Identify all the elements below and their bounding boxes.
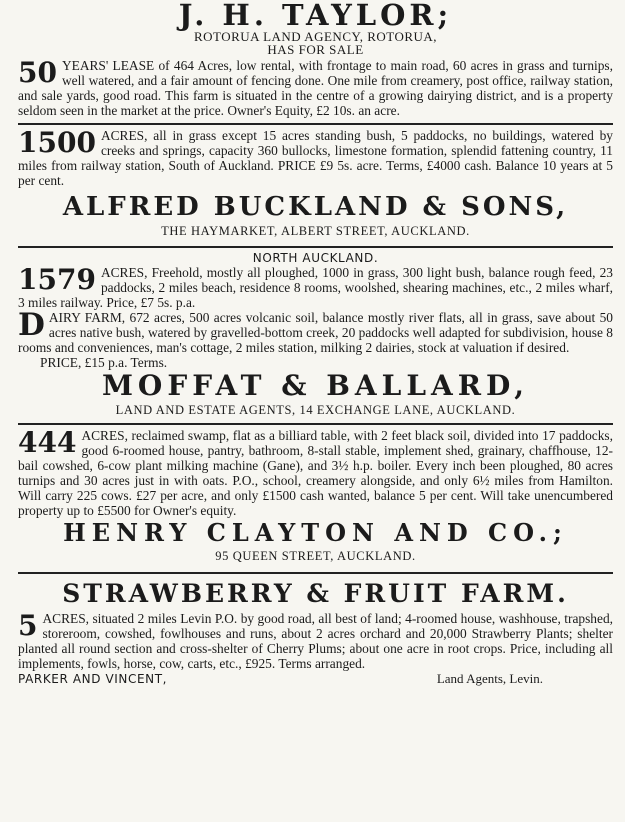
taylor-agency: ROTORUA LAND AGENCY, ROTORUA, <box>193 29 438 44</box>
clayton-advertisement <box>18 428 613 564</box>
taylor-name: J. H. TAYLOR; <box>178 0 453 32</box>
taylor-lot-1 <box>18 58 613 118</box>
parker-headline: STRAWBERRY & FRUIT FARM. <box>62 579 569 608</box>
buckland-address: THE HAYMARKET, ALBERT STREET, AUCKLAND. <box>161 224 470 238</box>
parker-name: PARKER AND VINCENT, <box>18 672 168 686</box>
moffat-lot-2-price: PRICE, £15 p.a. Terms. <box>40 355 168 370</box>
taylor-for-sale: HAS FOR SALE <box>267 42 364 57</box>
parker-lot <box>18 611 613 671</box>
buckland-advertisement <box>18 191 613 239</box>
moffat-lot-2 <box>18 307 613 355</box>
moffat-lot-2-dropcap: D <box>18 307 45 343</box>
moffat-address: LAND AND ESTATE AGENTS, 14 EXCHANGE LANE, AUCKLAND. <box>115 403 516 417</box>
clayton-lot <box>18 428 613 518</box>
taylor-lot-1-text: YEARS' LEASE of 464 Acres, low rental, with frontage to main road, 60 acres in grass and turnips, well watered, and a fair amount of fencing done. One mile from creamery, post office, railway station, and sale yards, good road. This farm is situated in the centre of a growing dairying district, and is a property seldom seen in the market at the price. Owner's Equity, £2 10s. an acre. <box>18 58 613 118</box>
moffat-advertisement <box>18 251 613 418</box>
parker-advertisement <box>18 577 613 687</box>
moffat-lot-1 <box>18 265 613 310</box>
divider <box>18 423 613 425</box>
moffat-lot-2-text: AIRY FARM, 672 acres, 500 acres volcanic soil, balance mostly river flats, all in grass, save about 50 acres native bush, watered by gravelled-bottom creek, 20 paddocks well adapted for subdivision, house 8 rooms and conveniences, man's cottage, 2 miles station, milking 2 dairies, stock at valuation if desired. <box>18 310 613 355</box>
divider <box>18 572 613 574</box>
divider <box>18 123 613 125</box>
clayton-address: 95 QUEEN STREET, AUCKLAND. <box>215 549 416 563</box>
taylor-lot-2-text: ACRES, all in grass except 15 acres standing bush, 5 paddocks, no buildings, watered by creeks and springs, capacity 360 bullocks, limestone formation, splendid fattening country, 11 miles from railway station, South of Auckland. PRICE £9 5s. acre. Terms, £4000 cash. Balance 10 years at 5 per cent. <box>18 128 613 188</box>
taylor-lot-1-number: 50 <box>18 56 57 89</box>
clayton-name: HENRY CLAYTON AND CO.; <box>63 518 568 547</box>
parker-signature <box>18 671 613 687</box>
moffat-lot-1-number: 1579 <box>18 263 96 296</box>
taylor-lot-2 <box>18 128 613 188</box>
divider <box>18 246 613 248</box>
moffat-name: MOFFAT & BALLARD, <box>101 369 530 402</box>
parker-lot-number: 5 <box>18 609 38 642</box>
clayton-lot-text: ACRES, reclaimed swamp, flat as a billiard table, with 2 feet black soil, divided into 17 paddocks, good 6-roomed house, pantry, bathroom, 8-stall stable, implement shed, grainary, chaffhouse, 12-bail cowshed, 6-cow plant milking machine (Gane), and 3½ h.p. boiler. Every inch been ploughed, 80 acres turnips and 30 acres just in with oats. P.O., school, creamery alongside, and only 6½ miles from Hamilton. Will carry 225 cows. £27 per acre, and only £1500 cash wanted, balance 5 per cent. Will take unencumbered property up to £5500 for Owner's equity. <box>18 428 613 518</box>
buckland-name: ALFRED BUCKLAND & SONS, <box>62 192 569 222</box>
moffat-heading: NORTH AUCKLAND. <box>252 251 379 265</box>
parker-agents: Land Agents, Levin. <box>436 671 543 686</box>
taylor-advertisement <box>18 0 613 188</box>
parker-lot-text: ACRES, situated 2 miles Levin P.O. by good road, all best of land; 4-roomed house, washhouse, trapshed, storeroom, cowshed, fowlhouses and runs, about 2 acres orchard and 20,000 Strawberry Plants; shelter planted all round section and cross-shelter of Cherry Plums; about one acre in root crops. Price, including all implements, fowls, horse, cow, carts, etc., £925. Terms arranged. <box>18 611 613 671</box>
taylor-lot-2-number: 1500 <box>18 126 96 159</box>
clayton-lot-number: 444 <box>18 426 77 459</box>
moffat-lot-1-text: ACRES, Freehold, mostly all ploughed, 1000 in grass, 300 light bush, balance rough feed, 23 paddocks, 2 miles beach, residence 8 rooms, woolshed, shearing machines, etc., 2 miles wharf, 3 miles railway. Price, £7 5s. p.a. <box>18 265 613 310</box>
